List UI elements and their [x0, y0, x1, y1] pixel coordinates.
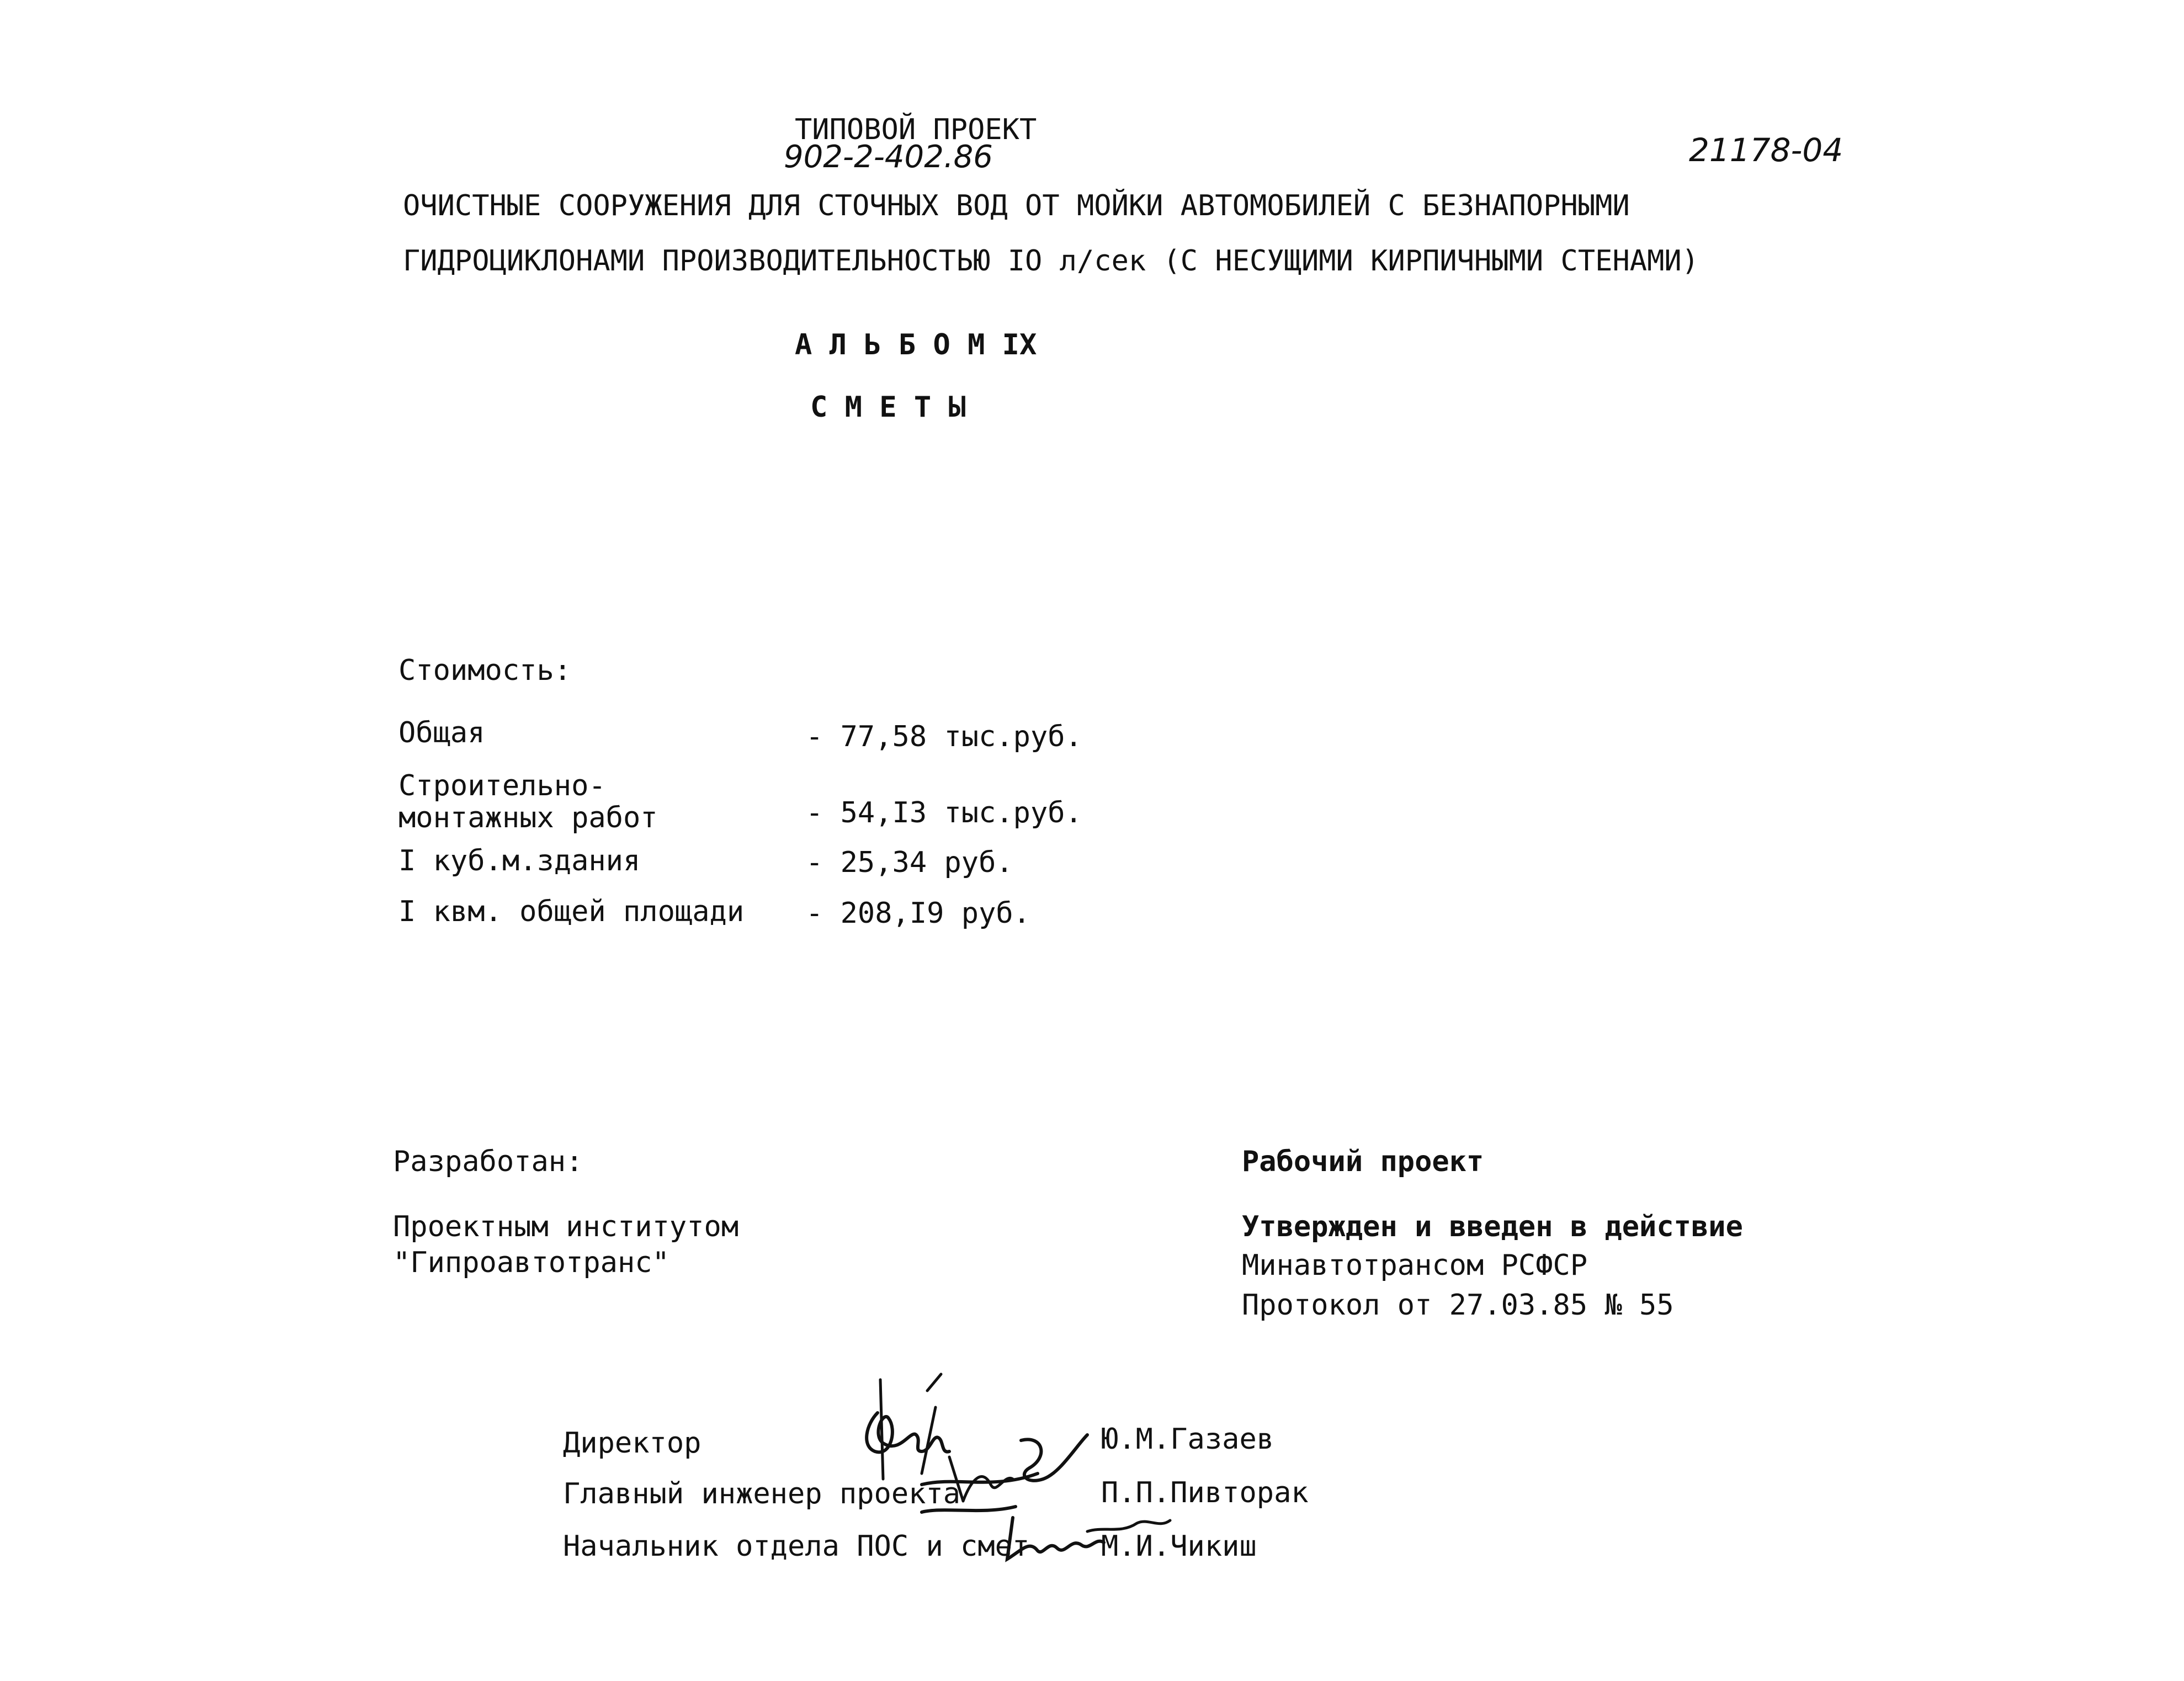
signatory-position-department-head: Начальник отдела ПОС и смет: [563, 1530, 1030, 1563]
section-title: С М Е Т Ы: [810, 391, 966, 424]
cost-value-construction: - 54,I3 тыс.руб.: [806, 796, 1082, 829]
signatory-name-department-head: М.И.Чикиш: [1101, 1530, 1257, 1563]
signatory-position-director: Директор: [563, 1427, 702, 1460]
developer-line-1: Проектным институтом: [393, 1210, 739, 1243]
document-title-line-2: ГИДРОЦИКЛОНАМИ ПРОИЗВОДИТЕЛЬНОСТЬЮ IO л/сек (С НЕСУЩИМИ КИРПИЧНЫМИ СТЕНАМИ): [403, 244, 1699, 278]
cost-value-total: - 77,58 тыс.руб.: [806, 720, 1082, 753]
approval-line-1: Утвержден и введен в действие: [1242, 1210, 1743, 1243]
series-label: ТИПОВОЙ ПРОЕКТ: [795, 113, 1037, 146]
project-number: 902-2-402.86: [784, 139, 993, 175]
developer-line-2: "Гипроавтотранс": [393, 1246, 669, 1279]
signatory-name-director: Ю.М.Газаев: [1101, 1423, 1274, 1456]
developer-heading: Разработан:: [393, 1145, 583, 1178]
cost-heading: Стоимость:: [398, 654, 572, 687]
cost-value-per-cubic-meter: - 25,34 руб.: [806, 846, 1013, 879]
cost-label-per-square-meter: I квм. общей площади: [398, 895, 745, 928]
album-number: А Л Ь Б О М IX: [795, 328, 1037, 361]
cost-label-construction: Строительно- монтажных работ: [398, 769, 658, 834]
approval-line-2: Минавтотрансом РСФСР: [1242, 1249, 1588, 1282]
cost-value-per-square-meter: - 208,I9 руб.: [806, 897, 1030, 930]
approval-line-3: Протокол от 27.03.85 № 55: [1242, 1289, 1674, 1322]
cost-label-per-cubic-meter: I куб.м.здания: [398, 844, 641, 877]
approval-heading: Рабочий проект: [1242, 1145, 1484, 1178]
department-head-signature: [1005, 1507, 1225, 1567]
document-title-line-1: ОЧИСТНЫЕ СООРУЖЕНИЯ ДЛЯ СТОЧНЫХ ВОД ОТ МОЙКИ АВТОМОБИЛЕЙ С БЕЗНАПОРНЫМИ: [403, 189, 1630, 222]
signatory-name-chief-engineer: П.П.Пивторак: [1101, 1476, 1309, 1509]
inventory-number: 21178-04: [1689, 131, 1843, 169]
signatory-position-chief-engineer: Главный инженер проекта: [563, 1477, 961, 1510]
cost-label-total: Общая: [398, 716, 485, 749]
